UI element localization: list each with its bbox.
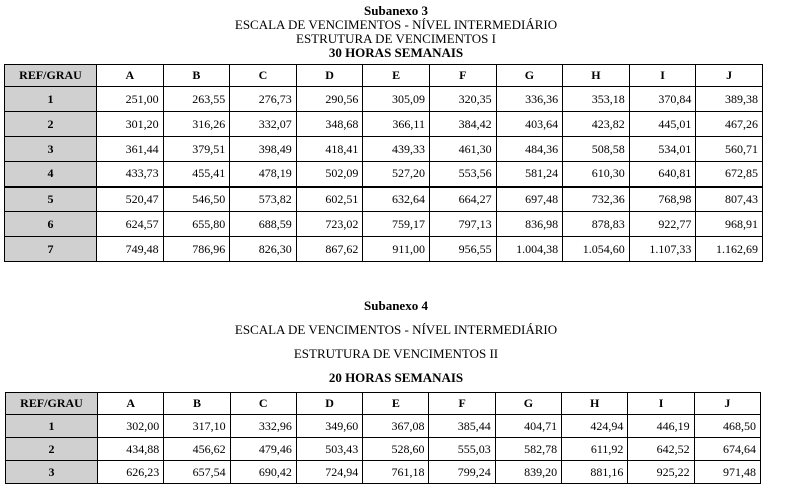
column-header-d: D (296, 65, 363, 87)
section2-subanexo: Subanexo 4 (364, 298, 428, 313)
value-cell: 911,00 (363, 237, 430, 262)
value-cell: 403,64 (496, 112, 563, 137)
table-row (6, 415, 761, 438)
value-cell: 320,35 (429, 87, 496, 112)
value-cell: 826,30 (230, 237, 297, 262)
section2-header (0, 294, 792, 390)
value-cell: 479,46 (230, 438, 296, 461)
value-cell: 968,91 (696, 212, 763, 237)
column-header-b: B (163, 65, 230, 87)
value-cell: 301,20 (97, 112, 164, 137)
column-header-c: C (230, 65, 297, 87)
value-cell: 424,94 (562, 415, 628, 438)
value-cell: 384,42 (429, 112, 496, 137)
value-cell: 461,30 (429, 137, 496, 162)
value-cell: 349,60 (296, 415, 362, 438)
value-cell: 602,51 (296, 187, 363, 212)
value-cell: 276,73 (230, 87, 297, 112)
table-header-row (6, 393, 761, 415)
column-header-f: F (429, 65, 496, 87)
section2-hours: 20 HORAS SEMANAIS (328, 370, 464, 385)
value-cell: 611,92 (562, 438, 628, 461)
value-cell: 761,18 (363, 461, 429, 484)
value-cell: 786,96 (163, 237, 230, 262)
value-cell: 502,09 (296, 162, 363, 187)
value-cell: 528,60 (363, 438, 429, 461)
value-cell: 807,43 (696, 187, 763, 212)
value-cell: 305,09 (363, 87, 430, 112)
value-cell: 799,24 (429, 461, 495, 484)
column-header-b: B (164, 393, 230, 415)
value-cell: 624,57 (97, 212, 164, 237)
section1-structure: ESTRUTURA DE VENCIMENTOS I (296, 31, 496, 46)
value-cell: 626,23 (98, 461, 164, 484)
value-cell: 553,56 (429, 162, 496, 187)
value-cell: 445,01 (629, 112, 696, 137)
value-cell: 527,20 (363, 162, 430, 187)
value-cell: 560,71 (696, 137, 763, 162)
value-cell: 379,51 (163, 137, 230, 162)
value-cell: 302,00 (98, 415, 164, 438)
value-cell: 610,30 (563, 162, 630, 187)
value-cell: 418,41 (296, 137, 363, 162)
row-ref-cell: 2 (6, 438, 98, 461)
column-header-h: H (563, 65, 630, 87)
value-cell: 655,80 (163, 212, 230, 237)
value-cell: 456,62 (164, 438, 230, 461)
column-header-d: D (296, 393, 362, 415)
value-cell: 867,62 (296, 237, 363, 262)
value-cell: 723,02 (296, 212, 363, 237)
value-cell: 423,82 (563, 112, 630, 137)
value-cell: 404,71 (495, 415, 561, 438)
row-ref-cell: 7 (5, 237, 97, 262)
table-row (5, 237, 763, 262)
value-cell: 1.054,60 (563, 237, 630, 262)
value-cell: 674,64 (694, 438, 760, 461)
column-header-a: A (98, 393, 164, 415)
row-ref-cell: 1 (5, 87, 97, 112)
value-cell: 467,26 (696, 112, 763, 137)
column-header-e: E (363, 393, 429, 415)
row-ref-cell: 6 (5, 212, 97, 237)
table-row (5, 112, 763, 137)
value-cell: 263,55 (163, 87, 230, 112)
value-cell: 484,36 (496, 137, 563, 162)
value-cell: 581,24 (496, 162, 563, 187)
row-ref-cell: 5 (5, 187, 97, 212)
value-cell: 317,10 (164, 415, 230, 438)
column-header-g: G (495, 393, 561, 415)
value-cell: 925,22 (628, 461, 694, 484)
value-cell: 697,48 (496, 187, 563, 212)
table-row (5, 212, 763, 237)
column-header-e: E (363, 65, 430, 87)
table-row (6, 461, 761, 484)
column-header-j: J (696, 65, 763, 87)
value-cell: 546,50 (163, 187, 230, 212)
value-cell: 433,73 (97, 162, 164, 187)
value-cell: 640,81 (629, 162, 696, 187)
row-ref-cell: 3 (6, 461, 98, 484)
value-cell: 316,26 (163, 112, 230, 137)
value-cell: 839,20 (495, 461, 561, 484)
value-cell: 439,33 (363, 137, 430, 162)
column-header-a: A (97, 65, 164, 87)
value-cell: 290,56 (296, 87, 363, 112)
value-cell: 361,44 (97, 137, 164, 162)
value-cell: 508,58 (563, 137, 630, 162)
value-cell: 797,13 (429, 212, 496, 237)
value-cell: 446,19 (628, 415, 694, 438)
section2-structure: ESTRUTURA DE VENCIMENTOS II (293, 346, 499, 361)
row-ref-cell: 3 (5, 137, 97, 162)
value-cell: 251,00 (97, 87, 164, 112)
value-cell: 332,07 (230, 112, 297, 137)
value-cell: 971,48 (694, 461, 760, 484)
value-cell: 657,54 (164, 461, 230, 484)
column-header-f: F (429, 393, 495, 415)
value-cell: 768,98 (629, 187, 696, 212)
table-header-row (5, 65, 763, 87)
value-cell: 836,98 (496, 212, 563, 237)
value-cell: 353,18 (563, 87, 630, 112)
value-cell: 956,55 (429, 237, 496, 262)
value-cell: 749,48 (97, 237, 164, 262)
value-cell: 632,64 (363, 187, 430, 212)
value-cell: 1.107,33 (629, 237, 696, 262)
section2-title: ESCALA DE VENCIMENTOS - NÍVEL INTERMEDIÁRIO (234, 322, 558, 337)
value-cell: 573,82 (230, 187, 297, 212)
value-cell: 503,43 (296, 438, 362, 461)
column-header-ref: REF/GRAU (5, 65, 97, 87)
value-cell: 878,83 (563, 212, 630, 237)
value-cell: 468,50 (694, 415, 760, 438)
table-row (5, 137, 763, 162)
value-cell: 385,44 (429, 415, 495, 438)
value-cell: 520,47 (97, 187, 164, 212)
value-cell: 336,36 (496, 87, 563, 112)
value-cell: 664,27 (429, 187, 496, 212)
value-cell: 724,94 (296, 461, 362, 484)
column-header-c: C (230, 393, 296, 415)
value-cell: 582,78 (495, 438, 561, 461)
value-cell: 672,85 (696, 162, 763, 187)
row-ref-cell: 4 (5, 162, 97, 187)
value-cell: 366,11 (363, 112, 430, 137)
salary-table-1 (4, 64, 763, 262)
column-header-i: I (629, 65, 696, 87)
section1-title: ESCALA DE VENCIMENTOS - NÍVEL INTERMEDIÁRIO (234, 17, 558, 32)
value-cell: 478,19 (230, 162, 297, 187)
value-cell: 455,41 (163, 162, 230, 187)
column-header-i: I (628, 393, 694, 415)
row-ref-cell: 1 (6, 415, 98, 438)
value-cell: 555,03 (429, 438, 495, 461)
column-header-j: J (694, 393, 760, 415)
value-cell: 367,08 (363, 415, 429, 438)
section1-header (0, 4, 792, 60)
value-cell: 389,38 (696, 87, 763, 112)
value-cell: 690,42 (230, 461, 296, 484)
value-cell: 881,16 (562, 461, 628, 484)
section1-hours: 30 HORAS SEMANAIS (328, 45, 464, 60)
row-ref-cell: 2 (5, 112, 97, 137)
value-cell: 534,01 (629, 137, 696, 162)
value-cell: 1.004,38 (496, 237, 563, 262)
column-header-g: G (496, 65, 563, 87)
table-row (6, 438, 761, 461)
salary-table-2 (5, 392, 761, 484)
value-cell: 434,88 (98, 438, 164, 461)
section1-subanexo: Subanexo 3 (364, 3, 428, 18)
value-cell: 348,68 (296, 112, 363, 137)
value-cell: 370,84 (629, 87, 696, 112)
value-cell: 922,77 (629, 212, 696, 237)
value-cell: 1.162,69 (696, 237, 763, 262)
value-cell: 688,59 (230, 212, 297, 237)
value-cell: 759,17 (363, 212, 430, 237)
table-row (5, 87, 763, 112)
value-cell: 732,36 (563, 187, 630, 212)
table-row (5, 187, 763, 212)
value-cell: 398,49 (230, 137, 297, 162)
column-header-ref: REF/GRAU (6, 393, 98, 415)
value-cell: 332,96 (230, 415, 296, 438)
value-cell: 642,52 (628, 438, 694, 461)
table-row (5, 162, 763, 187)
column-header-h: H (562, 393, 628, 415)
